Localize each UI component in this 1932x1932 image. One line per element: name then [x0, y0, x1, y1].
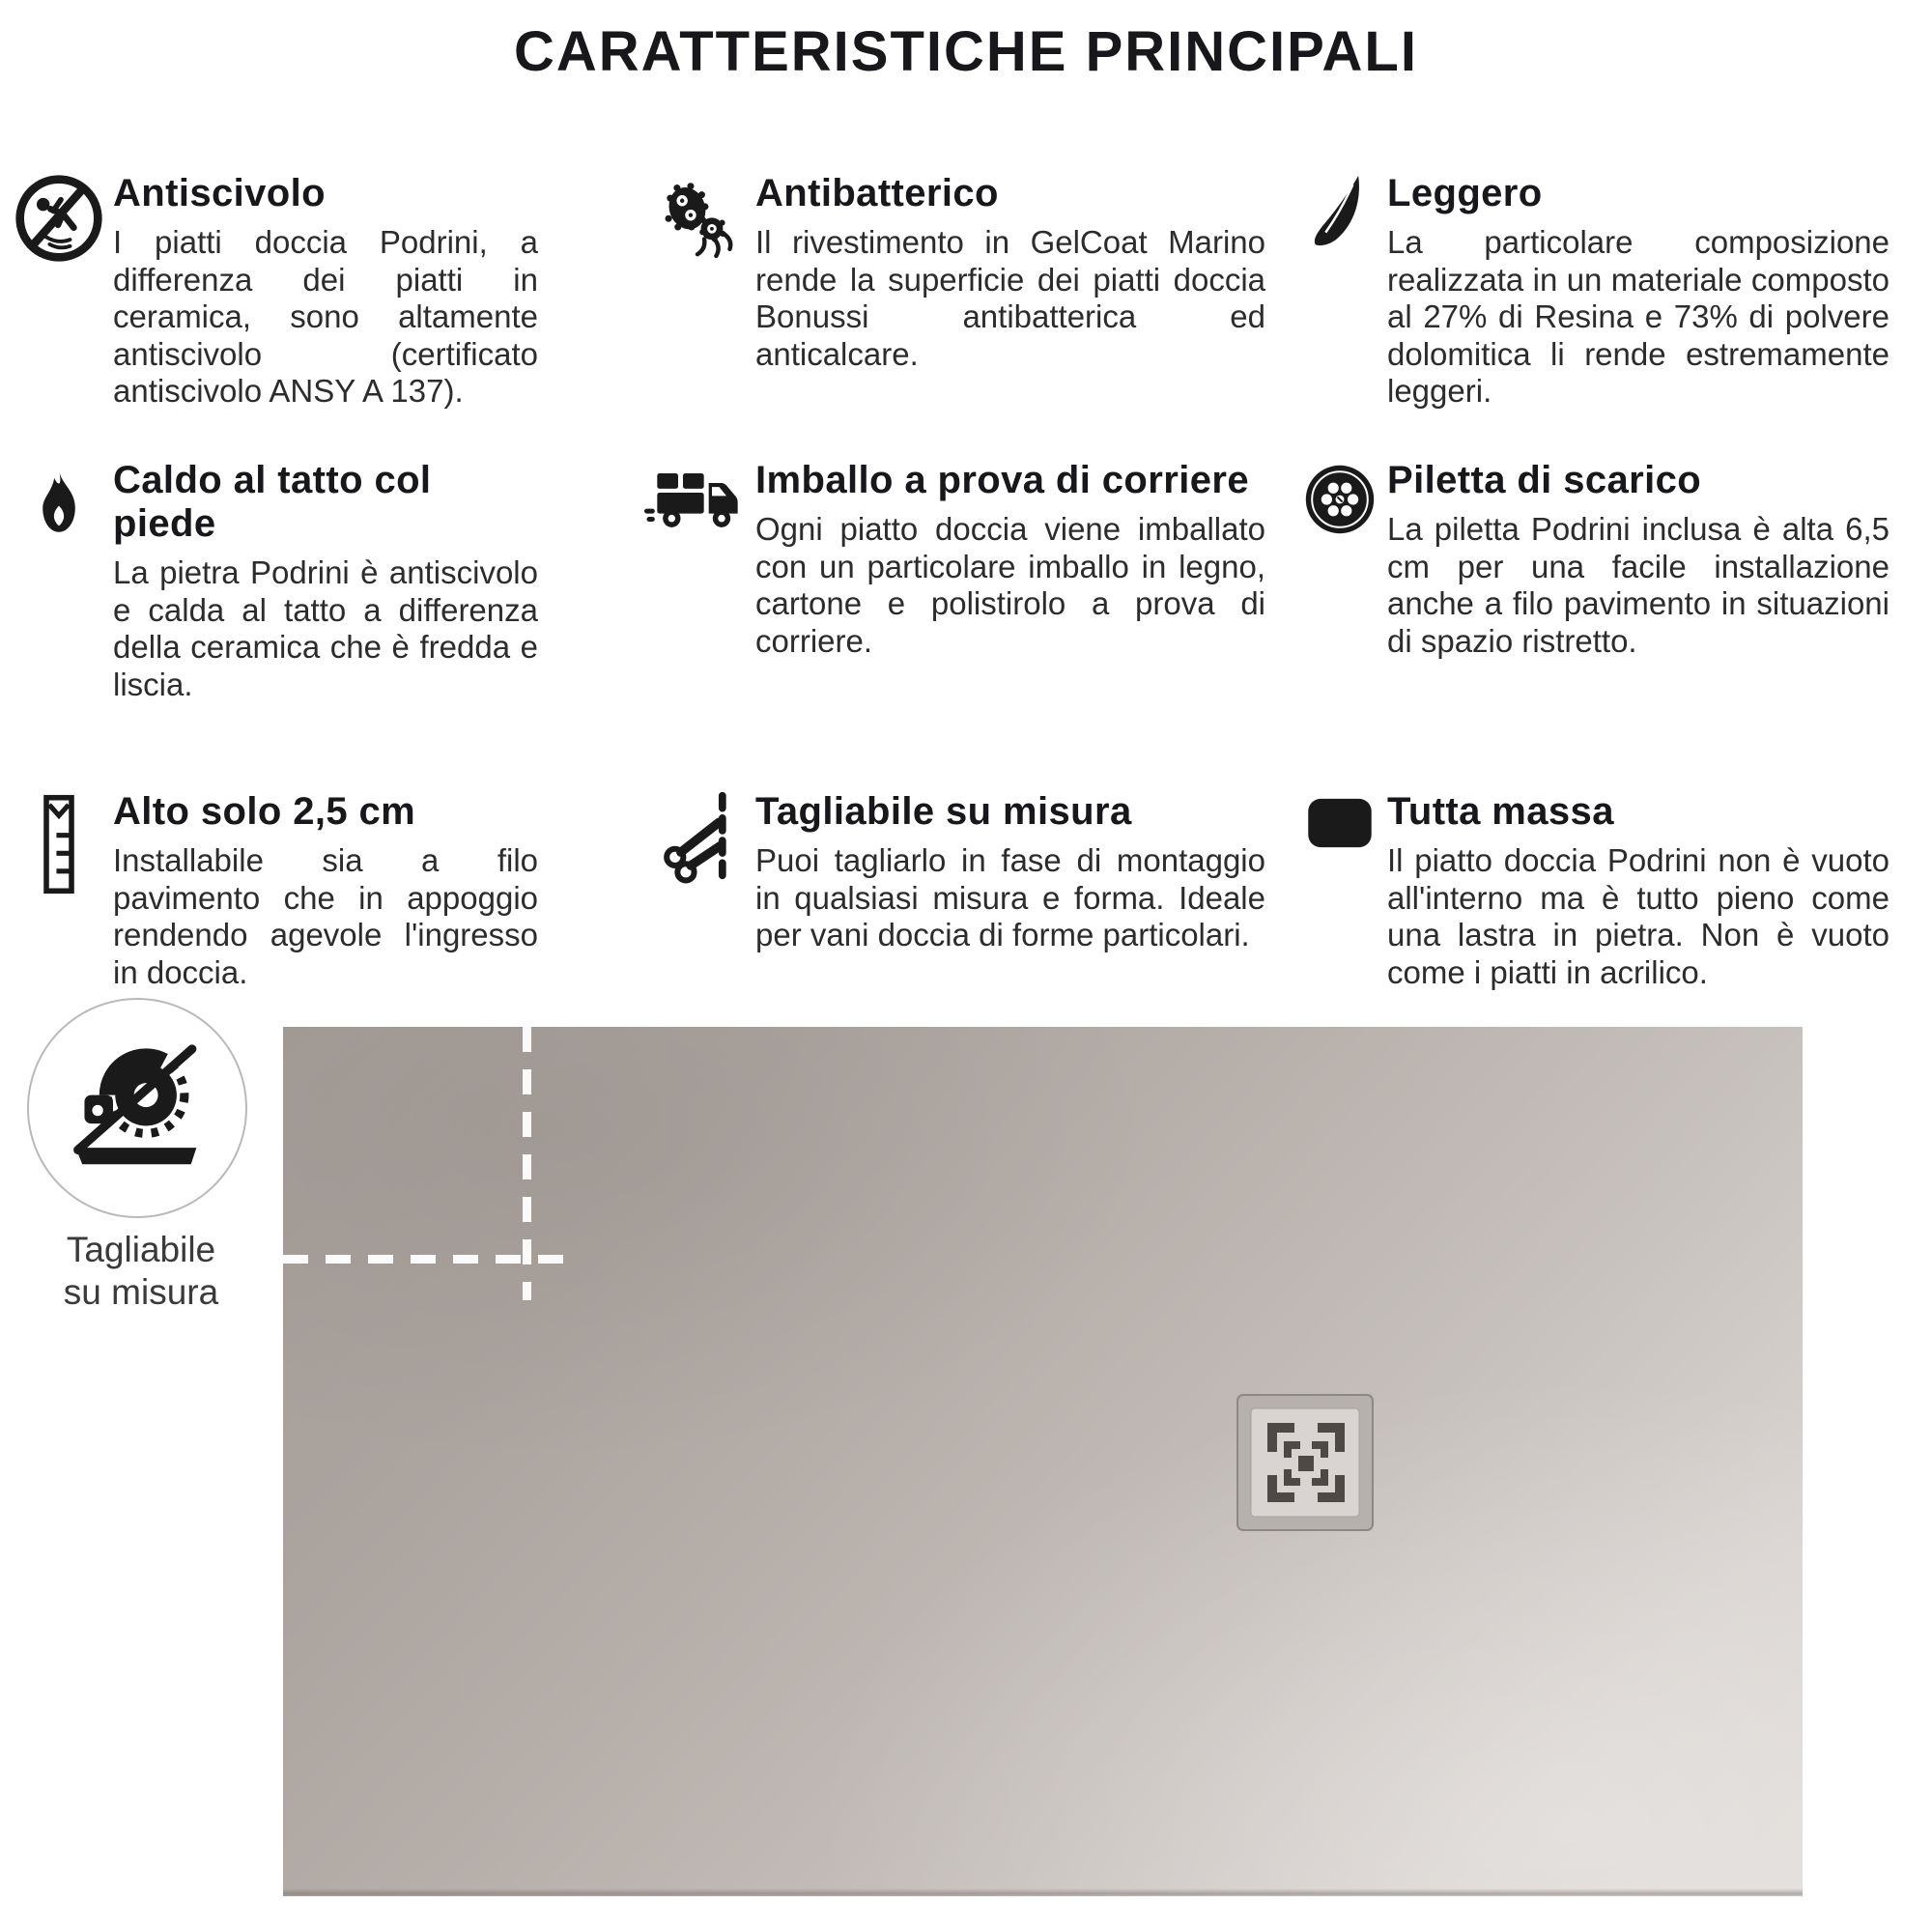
feature-body: Il piatto doccia Podrini non è vuoto all'interno ma è tutto pieno come una lastra in pietra. Non è vuoto come i piatti in acrilico. [1387, 842, 1889, 990]
feature-title: Tutta massa [1387, 790, 1614, 833]
feature-body: Il rivestimento in GelCoat Marino rende la superficie dei piatti doccia Bonussi antibatterica ed anticalcare. [755, 224, 1265, 372]
bacteria-icon [639, 172, 755, 265]
feature-title: Alto solo 2,5 cm [113, 790, 416, 833]
feather-icon [1294, 172, 1387, 253]
cut-to-size-badge [27, 998, 247, 1218]
feature-body: La piletta Podrini inclusa è alta 6,5 cm per una facile installazione anche a filo pavimento in situazioni di spazio ristretto. [1387, 511, 1889, 659]
scissors-cut-icon [639, 790, 755, 887]
feature-body: La particolare composizione realizzata in un materiale composto al 27% di Resina e 73% di polvere dolomitica li rende estremamente leggeri. [1387, 224, 1889, 410]
feature-body: Puoi tagliarlo in fase di montaggio in qualsiasi misura e forma. Ideale per vani doccia di forme particolari. [755, 842, 1265, 953]
cut-to-size-label-line1: Tagliabile [66, 1230, 216, 1269]
drain-grate [1236, 1394, 1376, 1533]
feature-title: Imballo a prova di corriere [755, 459, 1249, 501]
feature-body: Installabile sia a filo pavimento che in appoggio rendendo agevole l'ingresso in doccia. [113, 842, 538, 990]
page-title: CARATTERISTICHE PRINCIPALI [514, 20, 1418, 83]
feature-title: Caldo al tatto col piede [113, 459, 432, 545]
solid-mass-icon [1293, 790, 1387, 850]
feature-body: La pietra Podrini è antiscivolo e calda al tatto a differenza della ceramica che è fredda e liscia. [113, 554, 538, 702]
delivery-truck-icon [639, 459, 755, 538]
cut-line-horizontal [283, 1255, 580, 1264]
feature-title: Leggero [1387, 172, 1543, 214]
no-slip-icon [5, 172, 113, 265]
feature-tagliabile [639, 790, 1265, 954]
feature-title: Antibatterico [755, 172, 999, 214]
flame-icon [5, 459, 113, 547]
feature-leggero [1294, 172, 1889, 411]
cut-to-size-label [0, 1229, 282, 1315]
circular-saw-icon [65, 1034, 210, 1183]
feature-tutta-massa [1293, 790, 1889, 991]
ruler-icon [5, 790, 113, 895]
cut-to-size-label-line2: su misura [63, 1272, 219, 1313]
feature-caldo-al-tatto [5, 459, 538, 703]
feature-body: I piatti doccia Podrini, a differenza dei piatti in ceramica, sono altamente antiscivolo (certificato antiscivolo ANSY A 137). [113, 224, 538, 410]
feature-antibatterico [639, 172, 1265, 373]
shower-tray-photo [283, 1027, 1803, 1896]
feature-antiscivolo [5, 172, 538, 411]
feature-title: Piletta di scarico [1387, 459, 1702, 501]
feature-title: Tagliabile su misura [755, 790, 1132, 833]
drain-icon [1293, 459, 1387, 538]
feature-alto-solo [5, 790, 538, 991]
feature-imballo [639, 459, 1265, 660]
feature-body: Ogni piatto doccia viene imballato con un particolare imballo in legno, cartone e polistirolo a prova di corriere. [755, 511, 1265, 659]
feature-title: Antiscivolo [113, 172, 326, 214]
feature-piletta [1293, 459, 1889, 660]
